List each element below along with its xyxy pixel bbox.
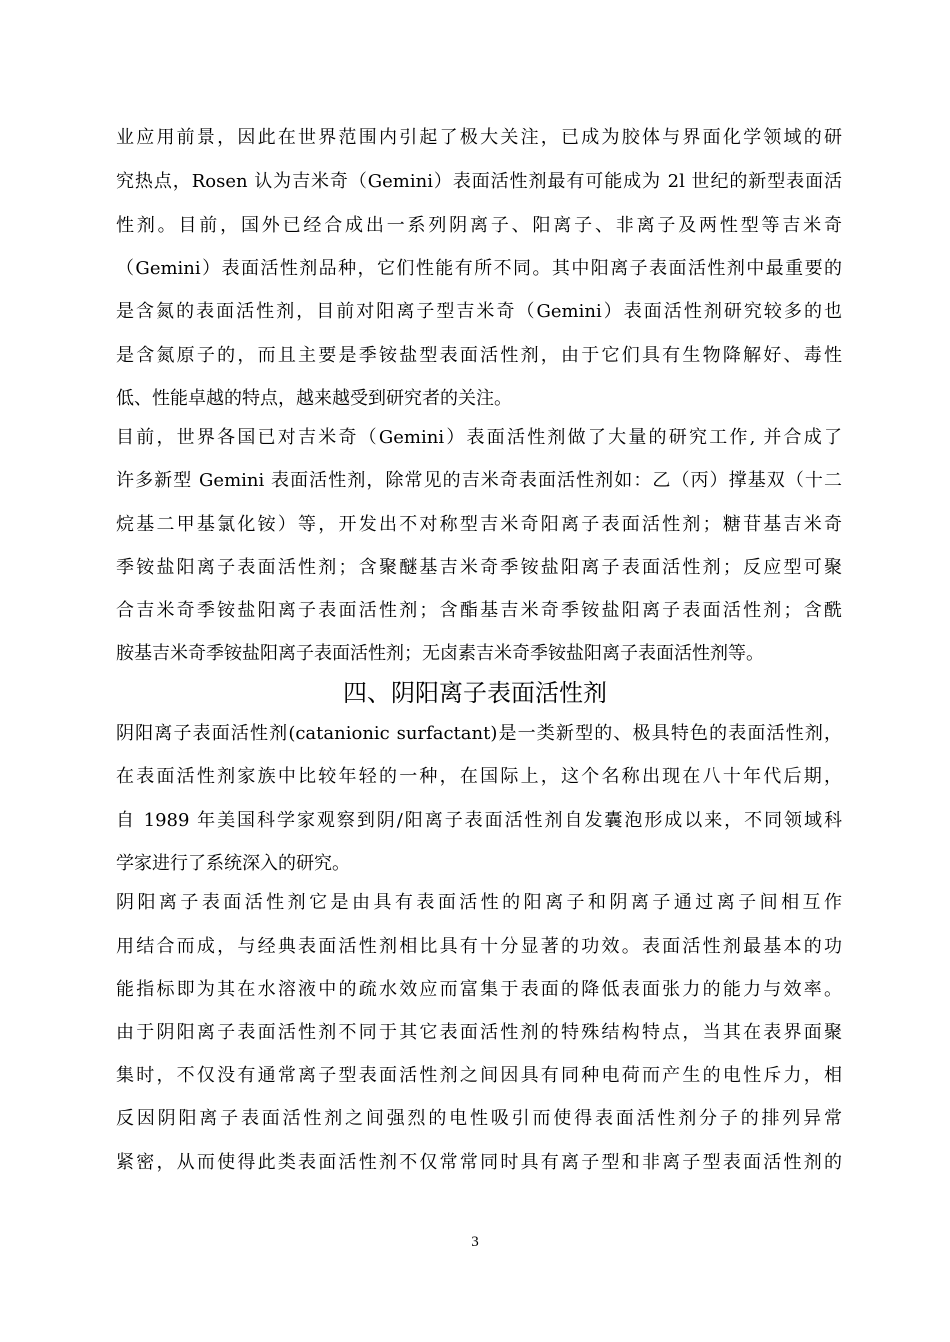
text-line: 用结合而成，与经典表面活性剂相比具有十分显著的功效。表面活性剂最基本的功	[116, 936, 842, 957]
text-line: 自 1989 年美国科学家观察到阴/阳离子表面活性剂自发囊泡形成以来，不同领域科	[116, 810, 842, 831]
text-line: 阴阳离子表面活性剂(catanionic surfactant)是一类新型的、极具特色的表面活性剂，	[116, 723, 842, 744]
text-line: 业应用前景，因此在世界范围内引起了极大关注，已成为胶体与界面化学领域的研	[116, 127, 842, 148]
text-line: 究热点，Rosen 认为吉米奇（Gemini）表面活性剂最有可能成为 2l 世纪的新型表面活	[116, 171, 842, 192]
text-line: 集时，不仅没有通常离子型表面活性剂之间因具有同种电荷而产生的电性斥力，相	[116, 1065, 842, 1086]
text-line: 低、性能卓越的特点，越来越受到研究者的关注。	[116, 388, 512, 409]
text-line: 许多新型 Gemini 表面活性剂，除常见的吉米奇表面活性剂如：乙（丙）撑基双（十二	[116, 470, 842, 491]
section-heading: 四、阴阳离子表面活性剂	[343, 679, 607, 707]
text-line: 学家进行了系统深入的研究。	[116, 853, 350, 874]
text-line: 能指标即为其在水溶液中的疏水效应而富集于表面的降低表面张力的能力与效率。	[116, 979, 842, 1000]
text-line: 由于阴阳离子表面活性剂不同于其它表面活性剂的特殊结构特点，当其在表界面聚	[116, 1022, 842, 1043]
text-line: 紧密，从而使得此类表面活性剂不仅常常同时具有离子型和非离子型表面活性剂的	[116, 1152, 842, 1173]
text-line: 季铵盐阳离子表面活性剂；含聚醚基吉米奇季铵盐阳离子表面活性剂；反应型可聚	[116, 557, 842, 578]
page-number: 3	[471, 1234, 479, 1250]
text-line: 性剂。目前，国外已经合成出一系列阴离子、阳离子、非离子及两性型等吉米奇	[116, 215, 842, 236]
text-line: 目前，世界各国已对吉米奇（Gemini）表面活性剂做了大量的研究工作, 并合成了	[116, 427, 842, 448]
text-line: 是含氮的表面活性剂，目前对阳离子型吉米奇（Gemini）表面活性剂研究较多的也	[116, 301, 842, 322]
text-line: 反因阴阳离子表面活性剂之间强烈的电性吸引而使得表面活性剂分子的排列异常	[116, 1108, 842, 1129]
text-line: 是含氮原子的，而且主要是季铵盐型表面活性剂，由于它们具有生物降解好、毒性	[116, 345, 842, 366]
text-line: 在表面活性剂家族中比较年轻的一种，在国际上，这个名称出现在八十年代后期，	[116, 766, 842, 787]
text-line: 烷基二甲基氯化铵）等，开发出不对称型吉米奇阳离子表面活性剂；糖苷基吉米奇	[116, 514, 842, 535]
text-line: 合吉米奇季铵盐阳离子表面活性剂；含酯基吉米奇季铵盐阳离子表面活性剂；含酰	[116, 600, 842, 621]
text-line: 胺基吉米奇季铵盐阳离子表面活性剂；无卤素吉米奇季铵盐阳离子表面活性剂等。	[116, 643, 764, 664]
text-line: 阴阳离子表面活性剂它是由具有表面活性的阳离子和阴离子通过离子间相互作	[116, 892, 842, 913]
text-line: （Gemini）表面活性剂品种，它们性能有所不同。其中阳离子表面活性剂中最重要的	[116, 258, 842, 279]
